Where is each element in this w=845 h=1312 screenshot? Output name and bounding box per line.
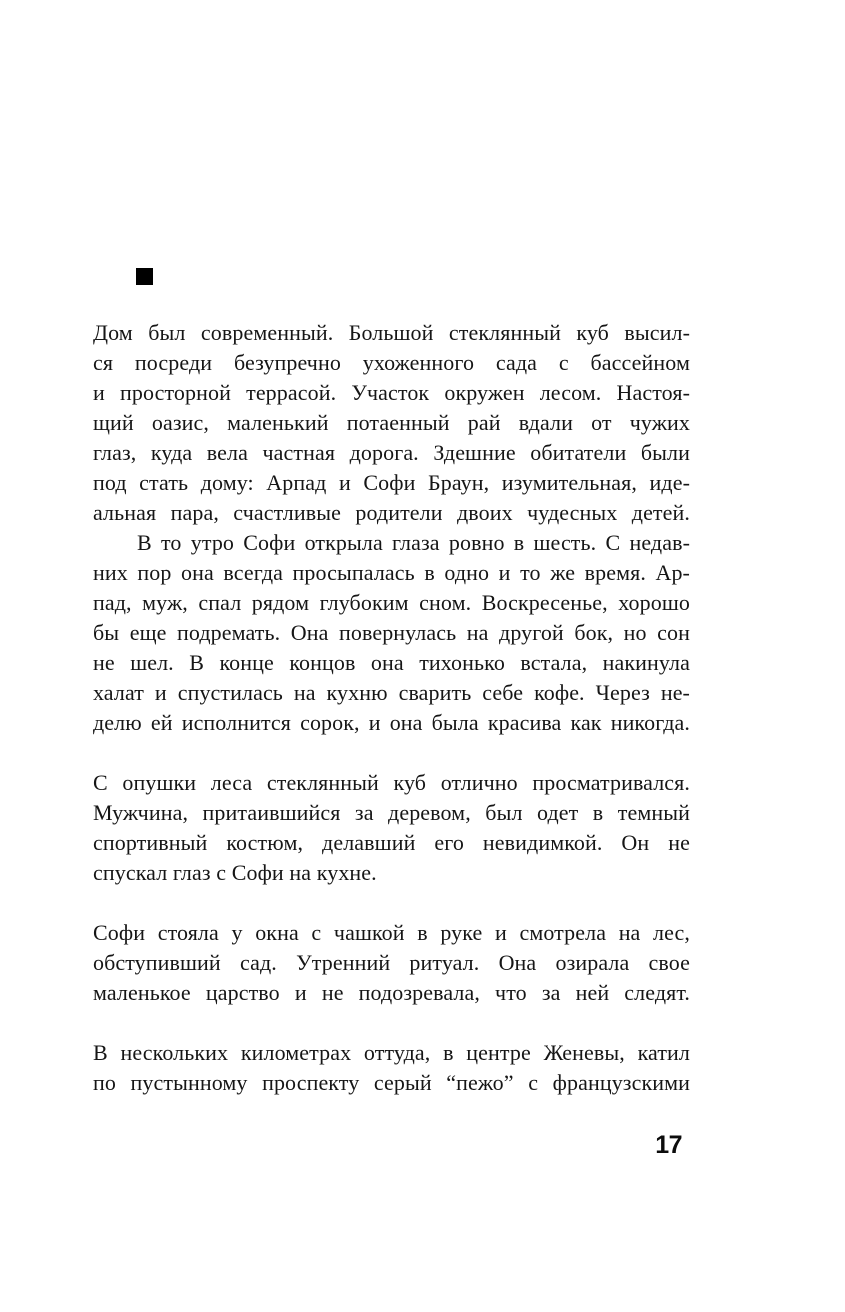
text-line: по пустынному проспекту серый “пежо” с французскими xyxy=(93,1070,690,1095)
text-line: спортивный костюм, делавший его невидимкой. Он не xyxy=(93,830,690,855)
text-line: щий оазис, маленький потаенный рай вдали от чужих xyxy=(93,410,690,435)
text-line: пад, муж, спал рядом глубоким сном. Воскресенье, хорошо xyxy=(93,590,690,615)
paragraph xyxy=(93,918,690,1008)
text-line: глаз, куда вела частная дорога. Здешние обитатели были xyxy=(93,440,690,465)
paragraph xyxy=(93,318,690,528)
chapter-start-square-icon xyxy=(136,268,153,285)
text-line: маленькое царство и не подозревала, что за ней следят. xyxy=(93,980,690,1005)
text-line: С опушки леса стеклянный куб отлично просматривался. xyxy=(93,770,690,795)
text-line: бы еще подремать. Она повернулась на другой бок, но сон xyxy=(93,620,690,645)
paragraph xyxy=(93,528,690,738)
text-line: халат и спустилась на кухню сварить себе кофе. Через не- xyxy=(93,680,690,705)
text-line: альная пара, счастливые родители двоих чудесных детей. xyxy=(93,500,690,525)
text-block xyxy=(93,318,690,1098)
text-line: спускал глаз с Софи на кухне. xyxy=(93,860,377,885)
text-line: и просторной террасой. Участок окружен лесом. Настоя- xyxy=(93,380,690,405)
text-line: них пор она всегда просыпалась в одно и то же время. Ар- xyxy=(93,560,690,585)
text-line: В нескольких километрах оттуда, в центре Женевы, катил xyxy=(93,1040,690,1065)
paragraph xyxy=(93,768,690,888)
text-line: обступивший сад. Утренний ритуал. Она озирала свое xyxy=(93,950,690,975)
text-line: Мужчина, притаившийся за деревом, был одет в темный xyxy=(93,800,690,825)
text-line: Дом был современный. Большой стеклянный куб высил- xyxy=(93,320,690,345)
page-number: 17 xyxy=(655,1131,682,1159)
text-line: под стать дому: Арпад и Софи Браун, изумительная, иде- xyxy=(93,470,690,495)
text-line: не шел. В конце концов она тихонько встала, накинула xyxy=(93,650,690,675)
text-line: ся посреди безупречно ухоженного сада с бассейном xyxy=(93,350,690,375)
paragraph xyxy=(93,1038,690,1098)
text-line: делю ей исполнится сорок, и она была красива как никогда. xyxy=(93,710,690,735)
text-line: Софи стояла у окна с чашкой в руке и смотрела на лес, xyxy=(93,920,690,945)
text-line: В то утро Софи открыла глаза ровно в шесть. С недав- xyxy=(137,530,690,555)
